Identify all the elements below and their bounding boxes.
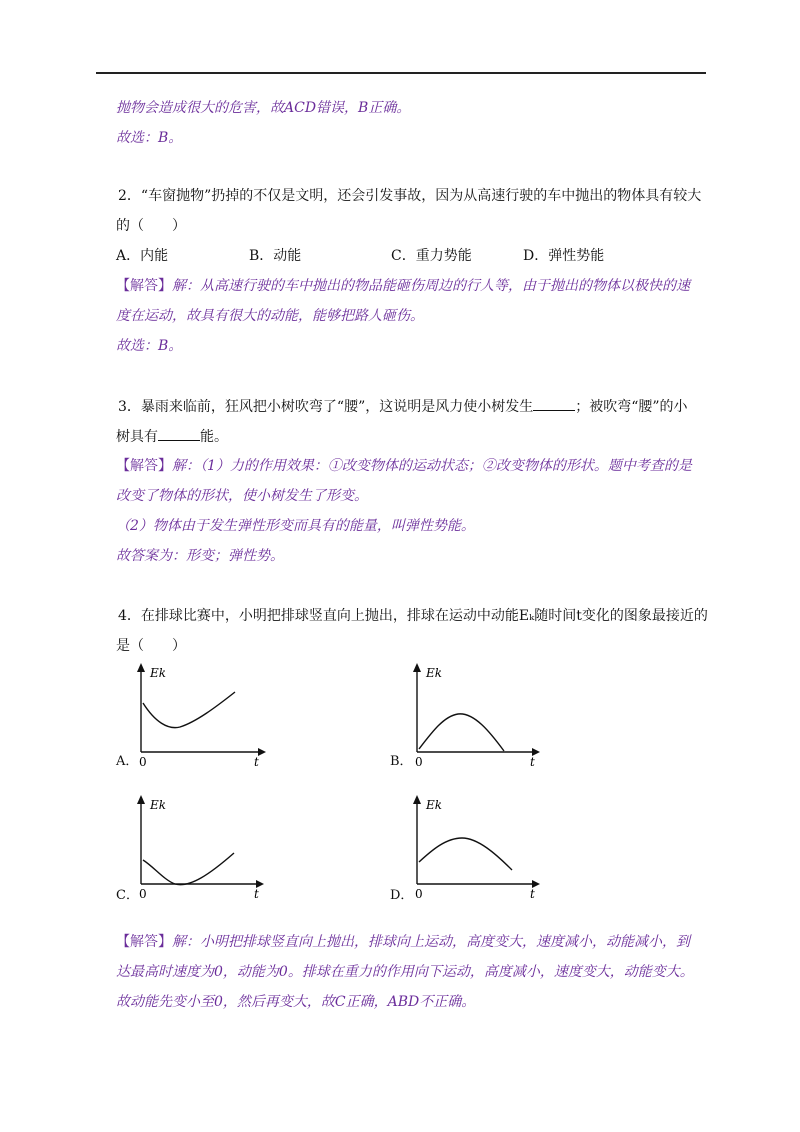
graph-d-origin: 0 (415, 887, 423, 901)
q4-stem-line-1: 4．在排球比赛中，小明把排球竖直向上抛出，排球在运动中动能Eₖ随时间t变化的图象最接近的 (118, 608, 708, 624)
header-rule (96, 72, 706, 74)
graph-c-y-label: Ek (150, 798, 167, 812)
graph-c[interactable] (130, 792, 270, 902)
q2-answer-line-2: 度在运动，故具有很大的动能，能够把路人砸伤。 (116, 308, 424, 324)
graph-d-x-label: t (530, 887, 535, 901)
graph-b[interactable] (406, 660, 546, 770)
graph-a-x-label: t (254, 755, 259, 769)
graph-c-curve (143, 853, 234, 885)
q2-option-c: C．重力势能 (391, 248, 472, 264)
graph-c-origin: 0 (139, 887, 147, 901)
graph-a-y-arrow (137, 663, 145, 672)
q3-answer-line-2: 改变了物体的形状，使小树发生了形变。 (116, 488, 368, 504)
graph-b-origin: 0 (415, 755, 423, 769)
graph-b-x-label: t (530, 755, 535, 769)
graph-c-option-label: C． (116, 888, 139, 903)
q3-answer-tag: 【解答】 (116, 458, 172, 474)
q3-stem-line-2 (116, 426, 716, 447)
q4-answer-line-2: 达最高时速度为0，动能为0。排球在重力的作用向下运动，高度减小，速度变大，动能变大。 (116, 964, 694, 980)
q3-answer-line-1 (116, 456, 716, 476)
q3-stem-2a: 树具有 (116, 429, 158, 445)
q4-stem-line-2: 是（ ） (116, 638, 186, 654)
q3-blank-1[interactable] (533, 396, 575, 411)
q2-answer-text-1: 解：从高速行驶的车中抛出的物品能砸伤周边的行人等，由于抛出的物体以极快的速 (172, 278, 690, 294)
graph-d[interactable] (406, 792, 546, 902)
graph-a-y-label: Ek (150, 666, 167, 680)
q3-answer-text-1: 解：（1）力的作用效果：①改变物体的运动状态；②改变物体的形状。题中考查的是 (172, 458, 692, 474)
q3-stem-1b: ；被吹弯“腰”的小 (575, 399, 688, 415)
graph-b-option-label: B． (390, 754, 413, 769)
q3-answer-line-3: （2）物体由于发生弹性形变而具有的能量，叫弹性势能。 (116, 518, 475, 534)
q2-option-b: B．动能 (249, 248, 302, 264)
graph-a-curve (143, 692, 235, 728)
q3-blank-2[interactable] (158, 426, 200, 441)
q3-stem-1a: 3．暴雨来临前，狂风把小树吹弯了“腰”，这说明是风力使小树发生 (118, 399, 534, 415)
graph-a-option-label: A． (116, 754, 139, 769)
graph-b-y-arrow (413, 663, 421, 672)
graph-c-y-arrow (137, 795, 145, 804)
q2-option-a: A．内能 (116, 248, 169, 264)
q4-answer-text-1: 解：小明把排球竖直向上抛出，排球向上运动，高度变大，速度减小，动能减小，到 (172, 934, 690, 950)
graph-d-option-label: D． (390, 888, 414, 903)
q2-stem-line-1: 2．“车窗抛物”扔掉的不仅是文明，还会引发事故，因为从高速行驶的车中抛出的物体具有较大 (118, 188, 702, 204)
q2-stem-line-2: 的（ ） (116, 218, 186, 234)
q4-answer-tag: 【解答】 (116, 934, 172, 950)
q3-stem-2b: 能。 (200, 429, 228, 445)
q2-answer-line-1 (116, 276, 716, 296)
prev-answer-line-1: 抛物会造成很大的危害，故ACD错误，B正确。 (116, 100, 411, 116)
graph-a-origin: 0 (139, 755, 147, 769)
q2-answer-tag: 【解答】 (116, 278, 172, 294)
graph-d-y-label: Ek (426, 798, 443, 812)
graph-b-curve (419, 714, 504, 751)
q4-answer-line-3: 故动能先变小至0，然后再变大，故C正确，ABD不正确。 (116, 994, 476, 1010)
q3-answer-line-4: 故答案为：形变；弹性势。 (116, 548, 284, 564)
q3-stem-line-1 (118, 396, 718, 417)
q4-answer-line-1 (116, 932, 716, 952)
q2-option-d: D．弹性势能 (523, 248, 605, 264)
graph-a-x-arrow (258, 748, 266, 756)
graph-d-y-arrow (413, 795, 421, 804)
graph-a[interactable] (130, 660, 270, 770)
prev-answer-line-2: 故选：B。 (116, 130, 183, 146)
q2-answer-line-3: 故选：B。 (116, 338, 183, 354)
graph-c-x-label: t (254, 887, 259, 901)
graph-b-y-label: Ek (426, 666, 443, 680)
graph-d-curve (419, 838, 512, 870)
